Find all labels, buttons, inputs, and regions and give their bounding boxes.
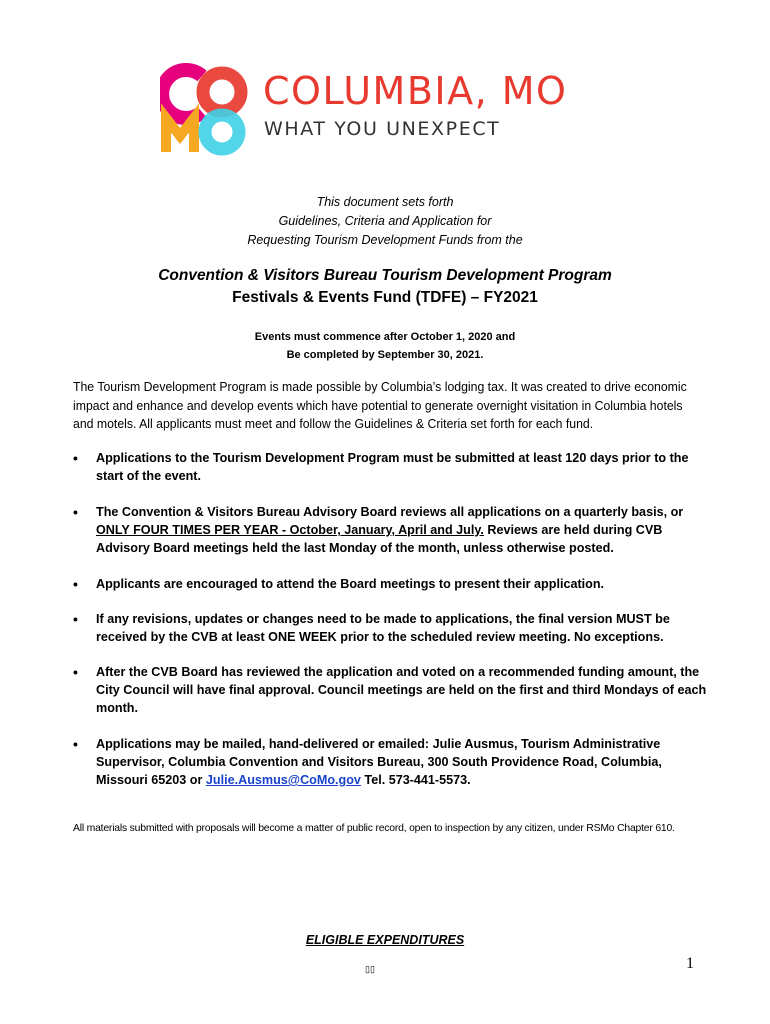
- guideline-text-part: The Convention & Visitors Bureau Advisory Board reviews all applications on a quarterly basis, or: [96, 505, 684, 519]
- guideline-item: [73, 610, 716, 646]
- guideline-text-part: Tel. 573-441-5573.: [360, 773, 471, 787]
- guideline-text: After the CVB Board has reviewed the application and voted on a recommended funding amount, the City Council will have final approval. Council meetings are held on the first and third Mondays of each month.: [96, 665, 707, 715]
- contact-email-link[interactable]: Julie.Ausmus@CoMo.gov: [205, 773, 361, 787]
- bullet-icon: •: [73, 576, 78, 592]
- program-description: The Tourism Development Program is made possible by Columbia’s lodging tax. It was created to drive economic impact and enhance and develop events which have potential to generate overnight visitation in Columbia hotels and motels. All applicants must meet and follow the Guidelines & Criteria set forth for each fund.: [73, 379, 687, 431]
- intro-line-3: Requesting Tourism Development Funds from the: [247, 233, 523, 247]
- guideline-item: [73, 663, 716, 717]
- footer-glyph: ▯▯: [365, 964, 375, 974]
- guideline-text: Applicants are encouraged to attend the Board meetings to present their application.: [96, 577, 605, 591]
- guideline-item: [73, 503, 716, 557]
- logo-title: COLUMBIA, MO: [263, 69, 568, 113]
- guideline-text-part: Applications may be mailed, hand-delivered or emailed: Julie Ausmus, Tourism Administrative Supervisor, Columbia Convention and Visitors Bureau, 300 South Providence Road, Columbia, Missouri 65203 or: [96, 737, 662, 787]
- logo-letter-o-red: [203, 73, 241, 111]
- bullet-icon: •: [73, 504, 78, 520]
- bullet-icon: •: [73, 611, 78, 627]
- public-record-notice: All materials submitted with proposals will become a matter of public record, open to inspection by any citizen, under RSMo Chapter 610.: [73, 823, 675, 834]
- page-number: 1: [686, 955, 694, 972]
- como-logo-mark: [160, 60, 256, 156]
- columbia-logo: [160, 60, 620, 156]
- eligible-expenditures-heading: ELIGIBLE EXPENDITURES: [305, 933, 465, 947]
- event-dates: [0, 328, 770, 364]
- intro-block: [0, 193, 770, 250]
- dates-line-1: Events must commence after October 1, 2020 and: [254, 331, 516, 343]
- guideline-text: [96, 503, 716, 557]
- meeting-schedule-underlined: ONLY FOUR TIMES PER YEAR - October, January, April and July.: [96, 523, 484, 537]
- guideline-item: [73, 735, 716, 789]
- guideline-text: Applications to the Tourism Development Program must be submitted at least 120 days prior to the start of the event.: [96, 451, 689, 483]
- logo-letter-o-cyan: [205, 115, 239, 149]
- bullet-icon: •: [73, 450, 78, 466]
- intro-line-2: Guidelines, Criteria and Application for: [278, 214, 492, 228]
- dates-line-2: Be completed by September 30, 2021.: [286, 349, 484, 361]
- logo-tagline: WHAT YOU UNEXPECT: [264, 118, 501, 140]
- bullet-icon: •: [73, 664, 78, 680]
- guideline-item: [73, 449, 716, 485]
- guideline-text: If any revisions, updates or changes need to be made to applications, the final version MUST be received by the CVB at least ONE WEEK prior to the scheduled review meeting. No exceptions.: [96, 612, 670, 644]
- guideline-item: [73, 575, 716, 593]
- guideline-text-part: Reviews are held during CVB Advisory Board meetings held the last Monday of the month, unless otherwise posted.: [96, 523, 663, 555]
- program-title: Convention & Visitors Bureau Tourism Development Program: [158, 267, 612, 284]
- program-subtitle: Festivals & Events Fund (TDFE) – FY2021: [232, 289, 538, 306]
- bullet-icon: •: [73, 736, 78, 752]
- guideline-text: [96, 735, 716, 789]
- program-heading: [0, 265, 770, 309]
- intro-line-1: This document sets forth: [316, 195, 454, 209]
